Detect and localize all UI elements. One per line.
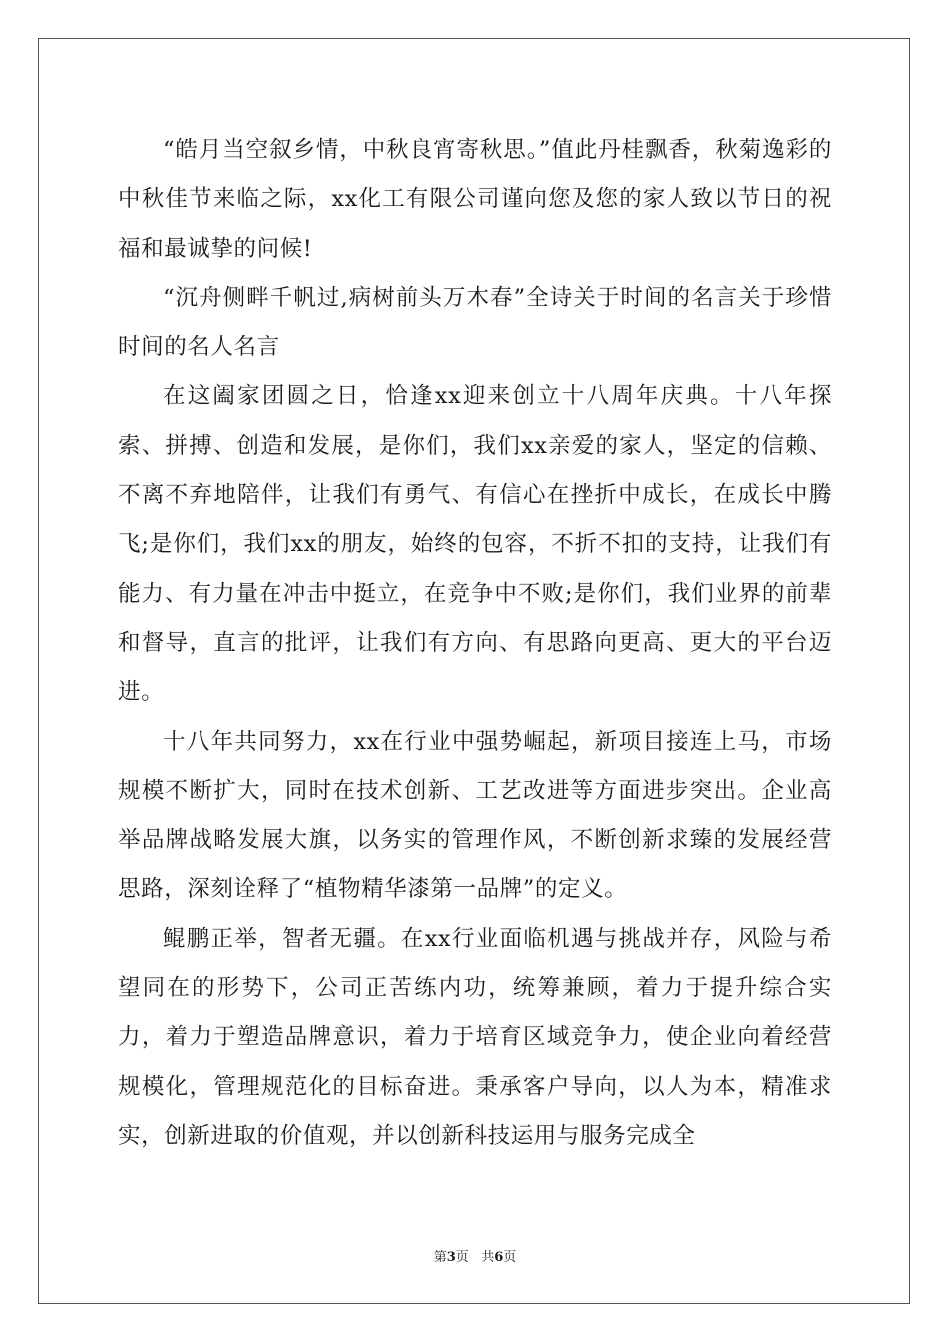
- paragraph-development: 十八年共同努力，xx在行业中强势崛起，新项目接连上马，市场规模不断扩大，同时在技术创新、工艺改进等方面进步突出。企业高举品牌战略发展大旗，以务实的管理作风，不断创新求臻的发展经营思路，深刻诠释了“植物精华漆第一品牌”的定义。: [118, 728, 832, 903]
- page-footer: [0, 1246, 950, 1265]
- paragraph-greeting: “皓月当空叙乡情，中秋良宵寄秋思。”值此丹桂飘香，秋菊逸彩的中秋佳节来临之际，xx化工有限公司谨向您及您的家人致以节日的祝福和最诚挚的问候!: [118, 137, 832, 262]
- paragraph-anniversary: 在这阖家团圆之日，恰逢xx迎来创立十八周年庆典。十八年探索、拼搏、创造和发展，是你们，我们xx亲爱的家人，坚定的信赖、不离不弃地陪伴，让我们有勇气、有信心在挫折中成长，在成长中腾飞;是你们，我们xx的朋友，始终的包容，不折不扣的支持，让我们有能力、有力量在冲击中挺立，在竞争中不败;是你们，我们业界的前辈和督导，直言的批评，让我们有方向、有思路向更高、更大的平台迈进。: [118, 383, 832, 706]
- page-suffix: 页: [455, 1250, 469, 1265]
- document-body: [118, 126, 832, 1161]
- total-prefix: 共: [481, 1250, 495, 1265]
- paragraph-poem-quote: “沉舟侧畔千帆过,病树前头万木春”全诗关于时间的名言关于珍惜时间的名人名言: [118, 284, 832, 361]
- total-suffix: 页: [503, 1250, 517, 1265]
- paragraph-outlook: 鲲鹏正举，智者无疆。在xx行业面临机遇与挑战并存，风险与希望同在的形势下，公司正苦练内功，统筹兼顾，着力于提升综合实力，着力于塑造品牌意识，着力于培育区域竞争力，使企业向着经营规模化，管理规范化的目标奋进。秉承客户导向，以人为本，精准求实，创新进取的价值观，并以创新科技运用与服务完成全: [118, 925, 832, 1149]
- page-prefix: 第: [433, 1250, 447, 1265]
- page-number: 3: [446, 1250, 456, 1265]
- total-pages: 6: [494, 1250, 504, 1265]
